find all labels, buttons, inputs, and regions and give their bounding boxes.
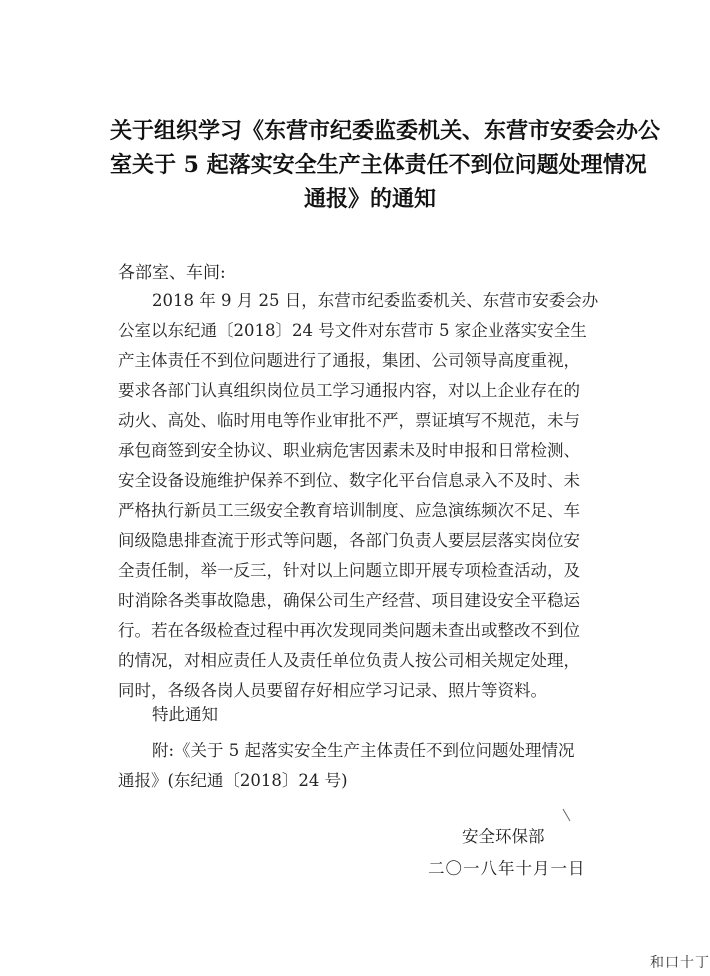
body-line: 同时，各级各岗人员要留存好相应学习记录、照片等资料。 xyxy=(118,681,547,700)
body-line: 严格执行新员工三级安全教育培训制度、应急演练频次不足、车 xyxy=(118,501,580,520)
body-paragraph xyxy=(118,286,638,706)
title-line: 室关于 5 起落实安全生产主体责任不到位问题处理情况 xyxy=(110,152,647,178)
body-line: 行。若在各级检查过程中再次发现同类问题未查出或整改不到位 xyxy=(118,621,580,640)
body-line: 间级隐患排查流于形式等问题，各部门负责人要层层落实岗位安 xyxy=(118,531,580,550)
attachment-line: 附:《关于 5 起落实安全生产主体责任不到位问题处理情况 xyxy=(152,741,575,760)
scan-mark xyxy=(563,809,571,822)
body-line: 动火、高处、临时用电等作业审批不严，票证填写不规范，未与 xyxy=(118,411,580,430)
body-line: 承包商签到安全协议、职业病危害因素未及时申报和日常检测、 xyxy=(118,441,580,460)
body-line: 产主体责任不到位问题进行了通报，集团、公司领导高度重视， xyxy=(118,351,580,370)
salutation: 各部室、车间: xyxy=(118,263,226,283)
title-line: 通报》的通知 xyxy=(303,186,436,212)
body-line: 安全设备设施维护保养不到位、数字化平台信息录入不及时、未 xyxy=(118,471,580,490)
title-line: 关于组织学习《东营市纪委监委机关、东营市安委会办公 xyxy=(110,118,661,144)
corner-mark: 和口十丁 xyxy=(650,955,710,971)
attachment-note xyxy=(118,736,652,796)
body-line: 时消除各类事故隐患，确保公司生产经营、项目建设安全平稳运 xyxy=(118,591,580,610)
issue-date: 二〇一八年十月一日 xyxy=(428,859,586,878)
body-line: 2018 年 9 月 25 日，东营市纪委监委机关、东营市安委会办 xyxy=(152,291,599,310)
body-line: 要求各部门认真组织岗位员工学习通报内容，对以上企业存在的 xyxy=(118,381,580,400)
attachment-line: 通报》(东纪通〔2018〕24 号) xyxy=(118,771,348,790)
document-title xyxy=(110,114,661,216)
body-line: 公室以东纪通〔2018〕24 号文件对东营市 5 家企业落实安全生 xyxy=(118,321,587,340)
signer-department: 安全环保部 xyxy=(462,827,545,846)
closing-text: 特此通知 xyxy=(152,705,218,724)
body-line: 全责任制，举一反三，针对以上问题立即开展专项检查活动，及 xyxy=(118,561,580,580)
body-line: 的情况，对相应责任人及责任单位负责人按公司相关规定处理， xyxy=(118,651,580,670)
